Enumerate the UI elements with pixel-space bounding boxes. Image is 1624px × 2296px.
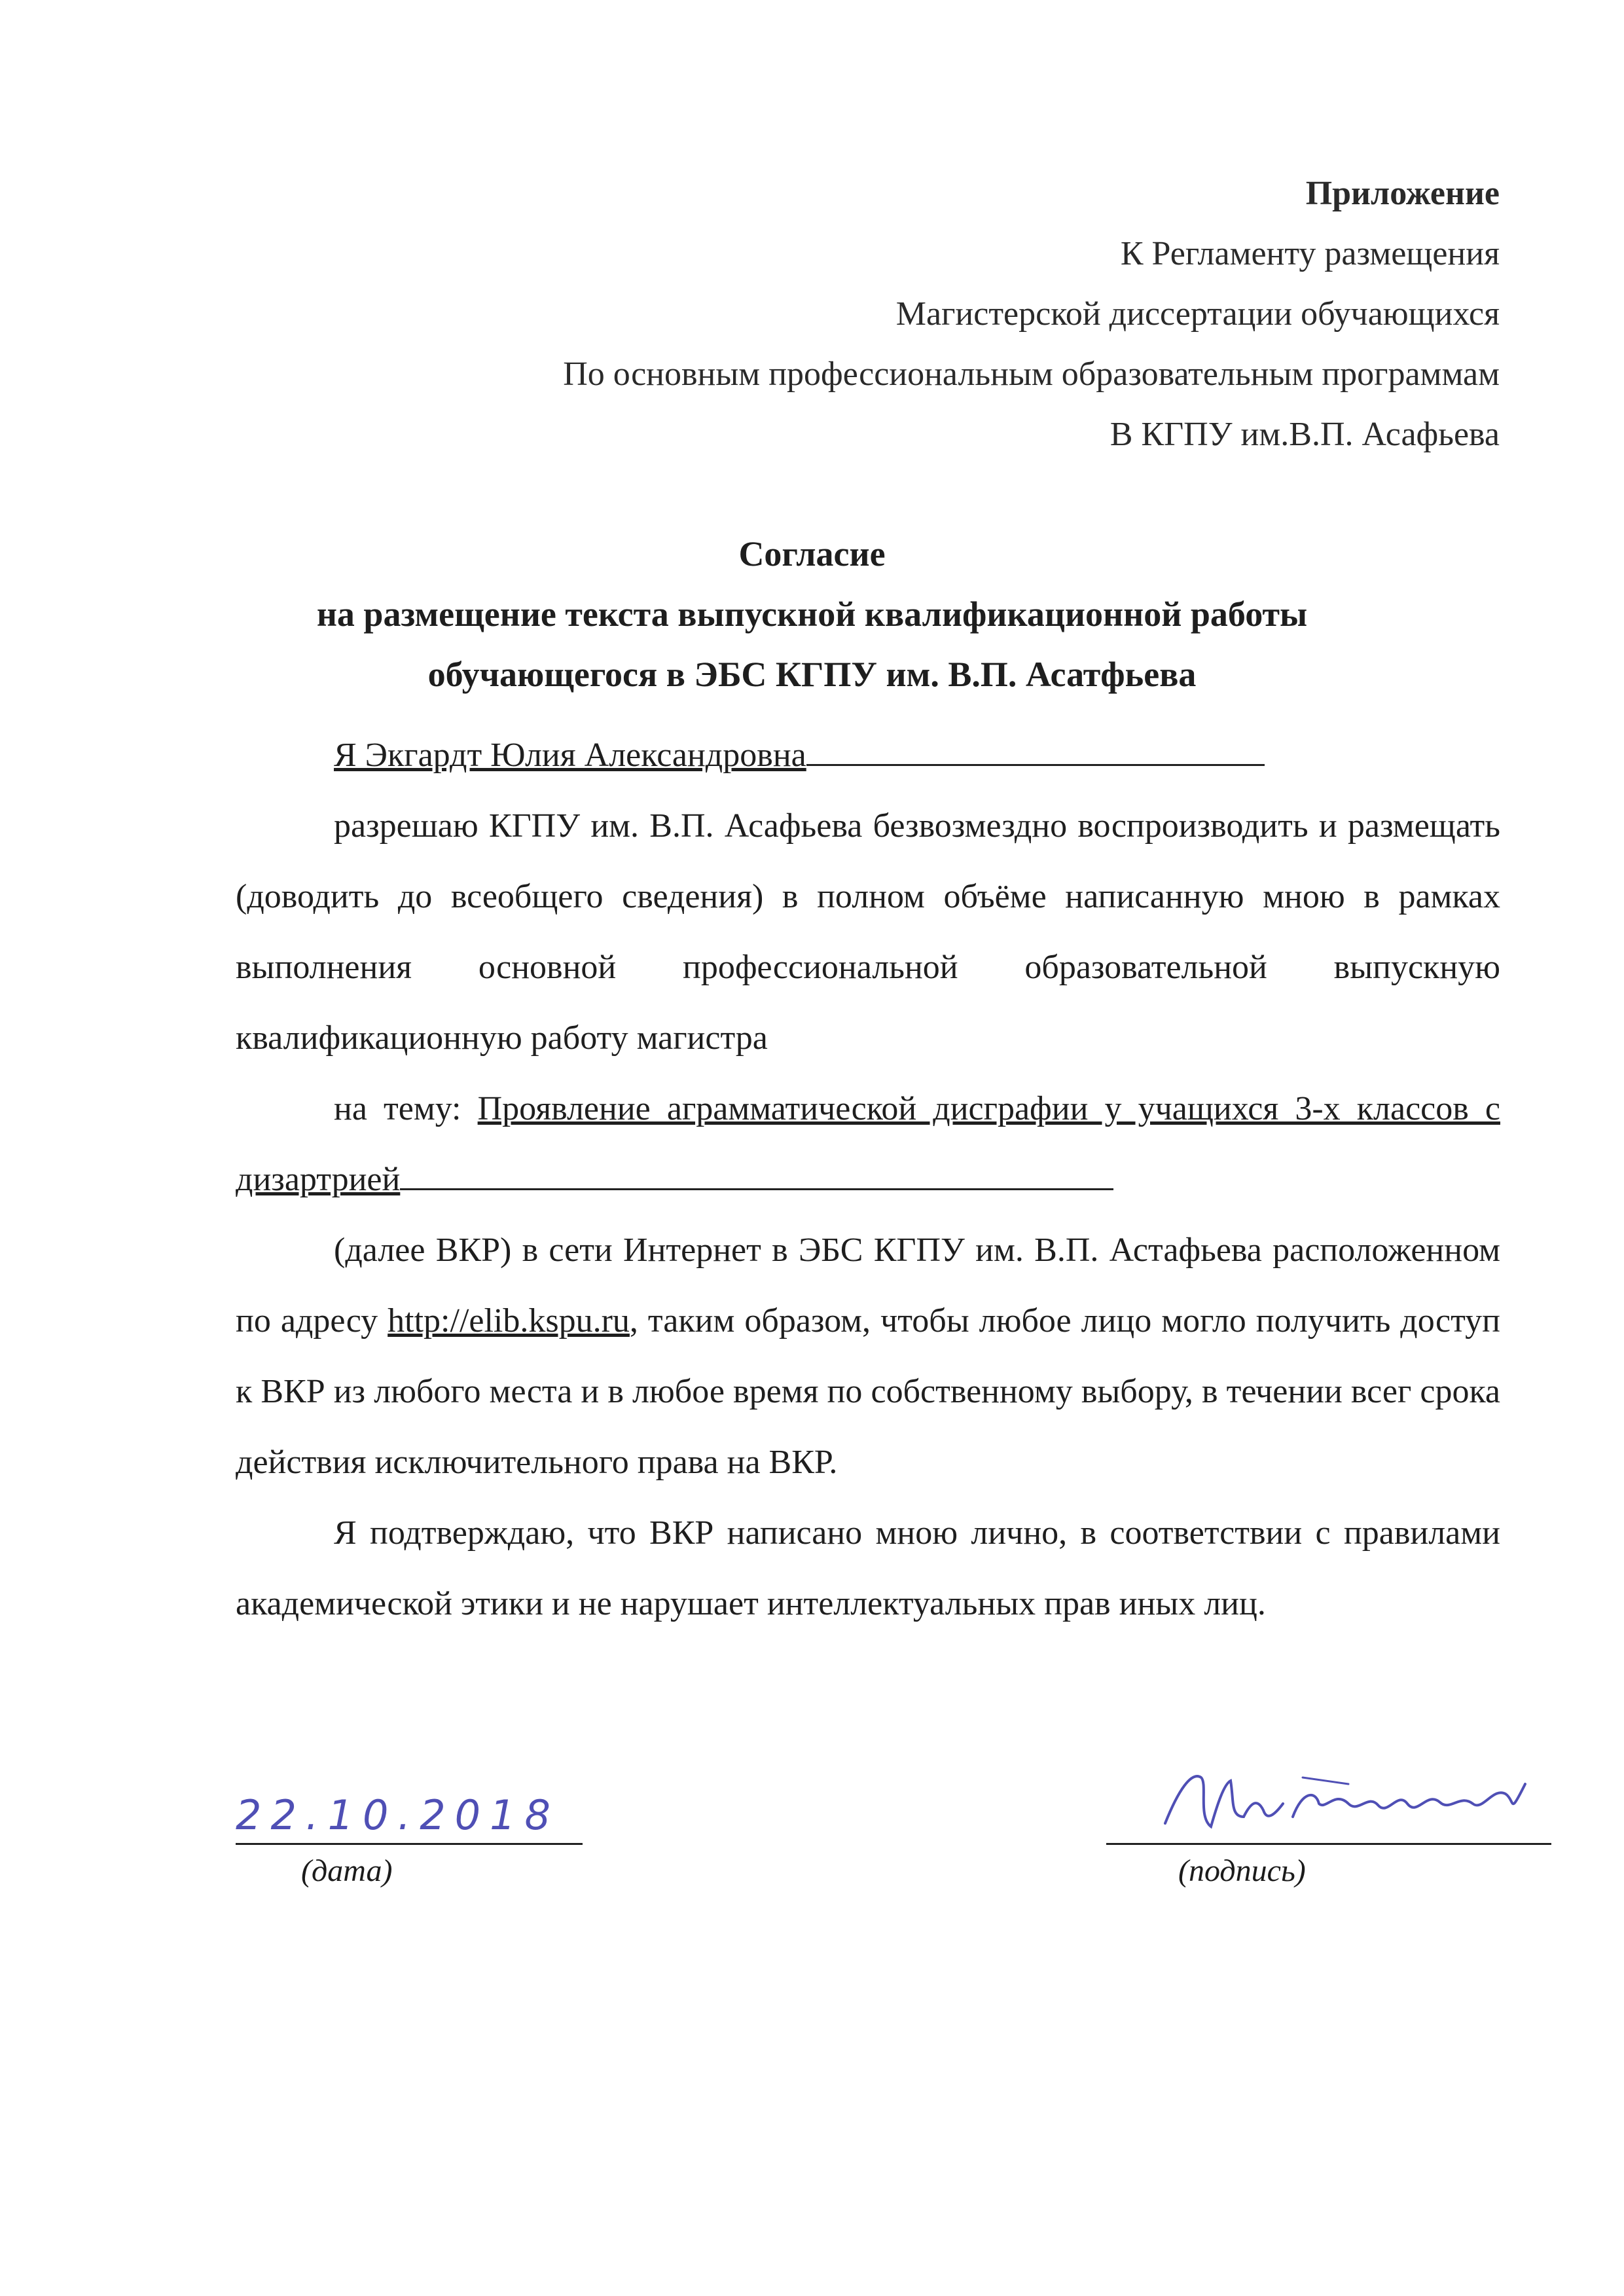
- handwritten-date: 22.10.2018: [236, 1791, 560, 1839]
- topic-blank: [400, 1162, 1113, 1190]
- repository-link[interactable]: http://elib.kspu.ru: [388, 1302, 630, 1339]
- appendix-line-4: В КГПУ им.В.П. Асафьева: [1110, 416, 1500, 453]
- name-line: [236, 720, 1500, 791]
- handwritten-signature: [1152, 1764, 1545, 1843]
- appendix-title: Приложение: [1305, 175, 1500, 212]
- appendix-line-3: По основным профессиональным образовательным программам: [563, 355, 1500, 393]
- date-line: [236, 1781, 583, 1845]
- appendix-header: [563, 164, 1500, 465]
- date-caption: (дата): [301, 1853, 393, 1888]
- consent-body: [236, 720, 1500, 1639]
- document-heading: [0, 524, 1624, 704]
- topic-paragraph: [236, 1074, 1500, 1215]
- consent-paragraph-1: разрешаю КГПУ им. В.П. Асафьева безвозмездно воспроизводить и размещать (доводить до всеобщего сведения) в полном объёме написанную мною в рамках выполнения основной профессиональной образовательной выпускную квалификационную работу магистра: [236, 807, 1500, 1057]
- confirmation-paragraph: Я подтверждаю, что ВКР написано мною лично, в соответствии с правилами академической этики и не нарушает интеллектуальных прав иных лиц.: [236, 1514, 1500, 1622]
- thesis-topic: Проявление аграмматической дисграфии у учащихся 3-х классов с дизартрией: [236, 1090, 1500, 1198]
- signature-field: [1106, 1781, 1551, 1889]
- appendix-line-2: Магистерской диссертации обучающихся: [895, 295, 1500, 333]
- name-blank: [806, 738, 1265, 766]
- date-field: [236, 1781, 583, 1889]
- heading-subtitle-2: обучающегося в ЭБС КГПУ им. В.П. Асатфьева: [427, 655, 1197, 694]
- heading-title: Согласие: [738, 534, 886, 574]
- signature-caption: (подпись): [1178, 1853, 1306, 1888]
- signature-line: [1106, 1781, 1551, 1845]
- paragraph-2-end: , таким образом, чтобы любое лицо могло получить доступ к ВКР из любого места и в любое время по собственному выбору, в течении всег срока действия исключительного права на ВКР.: [236, 1302, 1501, 1481]
- consent-paragraph-2: [236, 1215, 1500, 1498]
- appendix-line-1: К Регламенту размещения: [1120, 235, 1500, 272]
- paragraph-2-start: (далее ВКР) в сети Интернет в ЭБС КГПУ им. В.П. Астафьева расположенном по адресу: [236, 1231, 1500, 1339]
- student-name: Я Экгардт Юлия Александровна: [334, 737, 806, 774]
- topic-prefix: на тему:: [334, 1090, 478, 1127]
- heading-subtitle-1: на размещение текста выпускной квалификационной работы: [316, 594, 1308, 634]
